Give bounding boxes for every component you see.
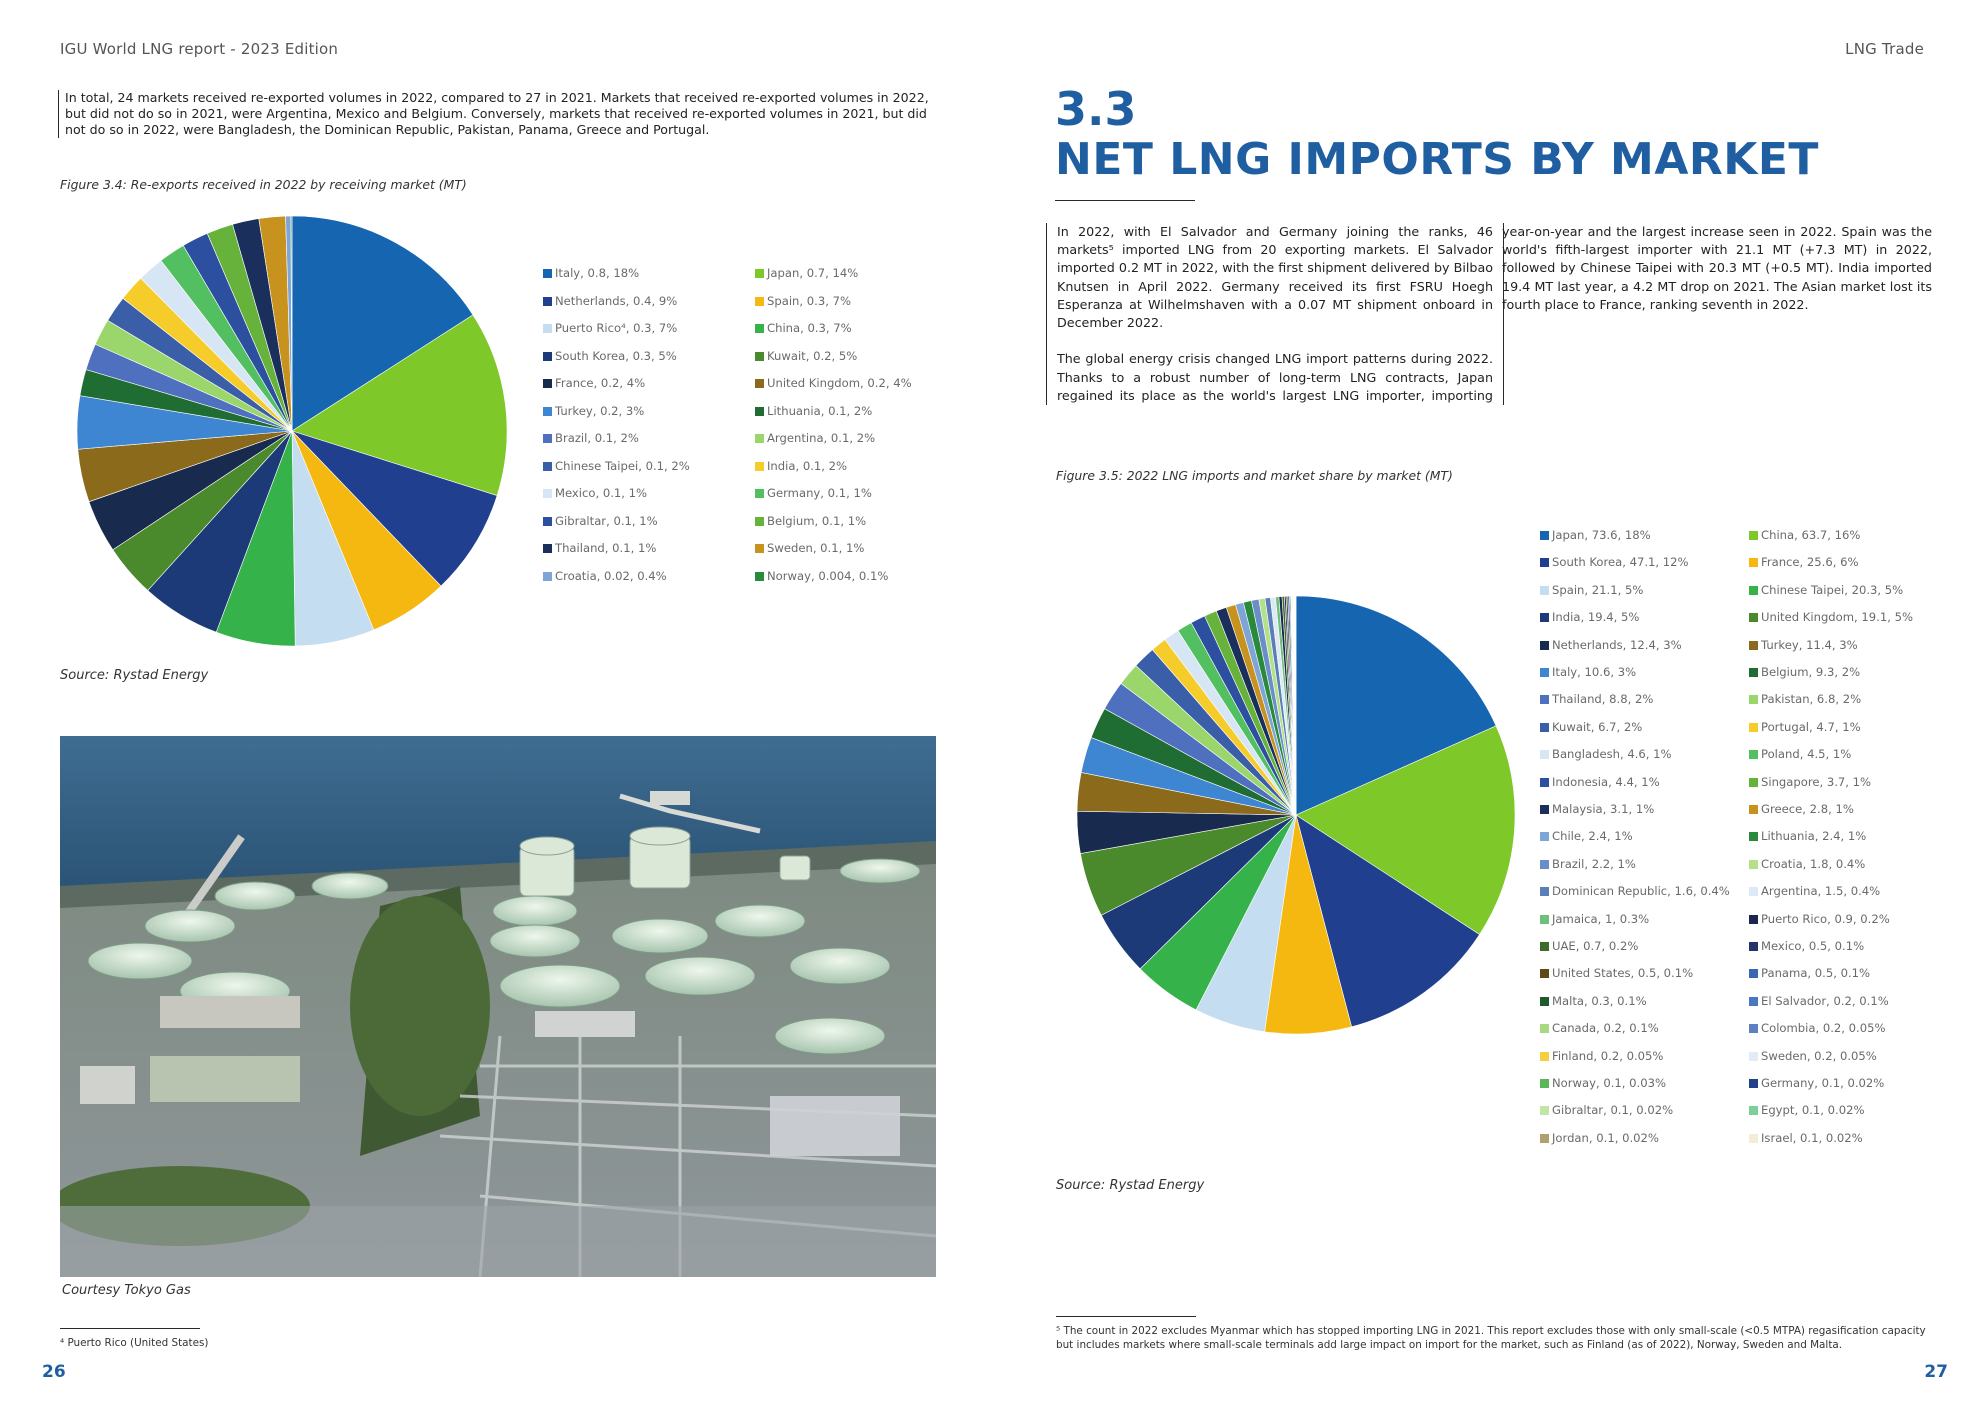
legend-label: Chinese Taipei, 20.3, 5% bbox=[1761, 582, 1904, 597]
legend-label: Chinese Taipei, 0.1, 2% bbox=[555, 458, 690, 473]
imports-legend-item-spain bbox=[1540, 583, 1643, 597]
legend-swatch bbox=[1749, 915, 1758, 924]
legend-label: Malta, 0.3, 0.1% bbox=[1552, 993, 1647, 1008]
imports-legend-item-sweden bbox=[1749, 1049, 1877, 1063]
legend-swatch bbox=[1749, 860, 1758, 869]
legend-swatch bbox=[543, 489, 552, 498]
re-exports-legend-item-mexico bbox=[543, 486, 647, 500]
body-paragraph-1: In 2022, with El Salvador and Germany joining the ranks, 46 markets⁵ imported LNG from 20 exporting markets. El Salvador imported 0.2 MT in 2022, with the first shipment delivered by Bilbao Knutsen in April 2022. Germany received its first FSRU Hoegh Esperanza at Wilhelmshaven with a 0.07 MT shipment onboard in December 2022. bbox=[1057, 224, 1493, 331]
legend-swatch bbox=[1749, 1134, 1758, 1143]
legend-label: Singapore, 3.7, 1% bbox=[1761, 774, 1872, 789]
legend-swatch bbox=[543, 324, 552, 333]
re-exports-legend-item-lithuania bbox=[755, 404, 872, 418]
imports-legend-item-united-states bbox=[1540, 966, 1693, 980]
body-column-1 bbox=[1046, 223, 1504, 405]
legend-label: Greece, 2.8, 1% bbox=[1761, 802, 1854, 816]
legend-label: Croatia, 0.02, 0.4% bbox=[555, 568, 667, 583]
legend-swatch bbox=[1749, 778, 1758, 787]
re-exports-legend-item-italy bbox=[543, 266, 639, 280]
legend-swatch bbox=[755, 572, 764, 581]
imports-legend-item-pakistan bbox=[1749, 692, 1861, 706]
legend-label: France, 25.6, 6% bbox=[1761, 555, 1859, 570]
re-exports-legend-item-united-kingdom bbox=[755, 376, 912, 390]
legend-label: Brazil, 2.2, 1% bbox=[1552, 856, 1636, 871]
legend-label: Norway, 0.1, 0.03% bbox=[1552, 1076, 1666, 1090]
legend-swatch bbox=[755, 269, 764, 278]
legend-label: Japan, 73.6, 18% bbox=[1552, 528, 1651, 542]
re-exports-legend-item-netherlands bbox=[543, 294, 677, 308]
imports-legend-item-italy bbox=[1540, 665, 1636, 679]
imports-legend-item-turkey bbox=[1749, 638, 1858, 652]
legend-label: South Korea, 0.3, 5% bbox=[555, 348, 677, 363]
legend-swatch bbox=[543, 572, 552, 581]
legend-label: Turkey, 11.4, 3% bbox=[1761, 637, 1858, 652]
legend-swatch bbox=[1540, 668, 1549, 677]
imports-legend-item-egypt bbox=[1749, 1103, 1864, 1117]
legend-label: Netherlands, 0.4, 9% bbox=[555, 293, 678, 308]
legend-swatch bbox=[543, 407, 552, 416]
footnote-rule-right bbox=[1056, 1316, 1196, 1317]
legend-swatch bbox=[543, 297, 552, 306]
imports-legend-item-colombia bbox=[1749, 1021, 1886, 1035]
legend-swatch bbox=[1749, 832, 1758, 841]
legend-label: Colombia, 0.2, 0.05% bbox=[1761, 1021, 1886, 1036]
re-exports-legend-item-south-korea bbox=[543, 349, 677, 363]
imports-legend-item-poland bbox=[1749, 747, 1851, 761]
re-exports-legend-item-croatia bbox=[543, 569, 667, 583]
imports-legend-item-chinese-taipei bbox=[1749, 583, 1903, 597]
legend-swatch bbox=[543, 352, 552, 361]
imports-legend-item-uae bbox=[1540, 939, 1638, 953]
imports-legend-item-gibraltar bbox=[1540, 1103, 1673, 1117]
legend-swatch bbox=[1749, 641, 1758, 650]
legend-label: India, 0.1, 2% bbox=[767, 458, 848, 473]
imports-legend-item-thailand bbox=[1540, 692, 1653, 706]
legend-swatch bbox=[1540, 1106, 1549, 1115]
imports-legend-item-panama bbox=[1749, 966, 1870, 980]
legend-label: Thailand, 0.1, 1% bbox=[555, 541, 657, 555]
legend-label: Chile, 2.4, 1% bbox=[1552, 829, 1633, 844]
legend-swatch bbox=[1749, 668, 1758, 677]
legend-label: El Salvador, 0.2, 0.1% bbox=[1761, 993, 1889, 1008]
legend-label: Gibraltar, 0.1, 1% bbox=[555, 513, 658, 528]
figure-3-5-caption: Figure 3.5: 2022 LNG imports and market share by market (MT) bbox=[1056, 468, 1453, 483]
legend-label: Gibraltar, 0.1, 0.02% bbox=[1552, 1103, 1674, 1118]
legend-swatch bbox=[755, 434, 764, 443]
legend-label: Mexico, 0.1, 1% bbox=[555, 486, 648, 500]
section-title: NET LNG IMPORTS BY MARKET bbox=[1055, 134, 1819, 185]
legend-label: France, 0.2, 4% bbox=[555, 376, 646, 390]
imports-legend-item-brazil bbox=[1540, 857, 1636, 871]
re-exports-legend-item-puerto-rico bbox=[543, 321, 677, 335]
imports-legend-item-lithuania bbox=[1749, 829, 1866, 843]
legend-label: Kuwait, 6.7, 2% bbox=[1552, 719, 1643, 734]
legend-label: Malaysia, 3.1, 1% bbox=[1552, 802, 1655, 816]
legend-swatch bbox=[1749, 723, 1758, 732]
legend-swatch bbox=[1749, 997, 1758, 1006]
imports-legend-item-croatia bbox=[1749, 857, 1865, 871]
imports-legend-item-argentina bbox=[1749, 884, 1880, 898]
legend-label: Germany, 0.1, 1% bbox=[767, 486, 872, 500]
re-exports-legend bbox=[543, 266, 963, 596]
imports-legend-item-belgium bbox=[1749, 665, 1860, 679]
imports-legend-item-puerto-rico bbox=[1749, 912, 1890, 926]
legend-label: Poland, 4.5, 1% bbox=[1761, 747, 1852, 762]
legend-swatch bbox=[1540, 695, 1549, 704]
imports-legend-item-malaysia bbox=[1540, 802, 1654, 816]
legend-swatch bbox=[1749, 887, 1758, 896]
legend-swatch bbox=[1540, 641, 1549, 650]
legend-label: Indonesia, 4.4, 1% bbox=[1552, 774, 1660, 789]
legend-swatch bbox=[1540, 1134, 1549, 1143]
legend-swatch bbox=[1540, 531, 1549, 540]
legend-swatch bbox=[1540, 750, 1549, 759]
legend-swatch bbox=[1749, 586, 1758, 595]
legend-label: Italy, 10.6, 3% bbox=[1552, 665, 1637, 679]
imports-legend-item-finland bbox=[1540, 1049, 1663, 1063]
re-exports-legend-item-chinese-taipei bbox=[543, 459, 690, 473]
legend-label: Thailand, 8.8, 2% bbox=[1552, 692, 1654, 707]
legend-swatch bbox=[755, 379, 764, 388]
legend-swatch bbox=[1540, 558, 1549, 567]
legend-label: Portugal, 4.7, 1% bbox=[1761, 719, 1861, 734]
legend-swatch bbox=[543, 544, 552, 553]
legend-swatch bbox=[1540, 942, 1549, 951]
legend-swatch bbox=[1540, 832, 1549, 841]
legend-label: Spain, 0.3, 7% bbox=[767, 293, 851, 308]
legend-swatch bbox=[755, 489, 764, 498]
legend-swatch bbox=[1540, 723, 1549, 732]
legend-label: Argentina, 1.5, 0.4% bbox=[1761, 884, 1881, 899]
legend-swatch bbox=[1749, 1024, 1758, 1033]
legend-swatch bbox=[1540, 778, 1549, 787]
legend-label: Sweden, 0.2, 0.05% bbox=[1761, 1048, 1877, 1063]
legend-label: Lithuania, 0.1, 2% bbox=[767, 403, 873, 418]
legend-label: Bangladesh, 4.6, 1% bbox=[1552, 747, 1672, 762]
imports-legend-item-jamaica bbox=[1540, 912, 1649, 926]
legend-swatch bbox=[755, 544, 764, 553]
lng-terminal-illustration bbox=[60, 736, 936, 1277]
re-exports-legend-item-china bbox=[755, 321, 852, 335]
imports-legend-item-india bbox=[1540, 610, 1639, 624]
legend-label: Mexico, 0.5, 0.1% bbox=[1761, 939, 1865, 953]
re-exports-legend-item-gibraltar bbox=[543, 514, 658, 528]
body-paragraph-2-continued: year-on-year and the largest increase seen in 2022. Spain was the world's fifth-largest importer with 21.1 MT (+7.3 MT) in 2022, followed by Chinese Taipei with 20.3 MT (+0.5 MT). India imported 19.4 MT last year, a 4.2 MT drop on 2021. The Asian market lost its fourth place to France, ranking seventh in 2022. bbox=[1502, 224, 1932, 312]
legend-label: Sweden, 0.1, 1% bbox=[767, 541, 865, 555]
footnote-rule-left bbox=[60, 1328, 200, 1329]
lng-terminal-photo bbox=[60, 736, 936, 1277]
footnote-4: ⁴ Puerto Rico (United States) bbox=[60, 1337, 209, 1349]
imports-legend-item-netherlands bbox=[1540, 638, 1682, 652]
legend-swatch bbox=[755, 517, 764, 526]
section-header: LNG Trade bbox=[1845, 40, 1924, 58]
re-exports-legend-item-thailand bbox=[543, 541, 656, 555]
page-number-right: 27 bbox=[1924, 1362, 1948, 1382]
legend-swatch bbox=[755, 297, 764, 306]
legend-label: Kuwait, 0.2, 5% bbox=[767, 348, 858, 363]
lng-imports-pie-chart bbox=[1060, 590, 1580, 1070]
imports-legend-item-japan bbox=[1540, 528, 1651, 542]
legend-swatch bbox=[1749, 531, 1758, 540]
legend-label: Germany, 0.1, 0.02% bbox=[1761, 1076, 1885, 1090]
legend-swatch bbox=[543, 269, 552, 278]
legend-swatch bbox=[1540, 805, 1549, 814]
re-exports-legend-item-kuwait bbox=[755, 349, 857, 363]
re-exports-legend-item-argentina bbox=[755, 431, 875, 445]
legend-swatch bbox=[1540, 1024, 1549, 1033]
legend-swatch bbox=[1540, 969, 1549, 978]
re-exports-legend-item-belgium bbox=[755, 514, 866, 528]
imports-legend-item-france bbox=[1749, 555, 1859, 569]
legend-label: Jamaica, 1, 0.3% bbox=[1552, 911, 1650, 926]
legend-label: Spain, 21.1, 5% bbox=[1552, 582, 1644, 597]
legend-swatch bbox=[1749, 969, 1758, 978]
imports-legend-item-canada bbox=[1540, 1021, 1659, 1035]
legend-label: United Kingdom, 19.1, 5% bbox=[1761, 610, 1914, 625]
body-paragraph-2: The global energy crisis changed LNG import patterns during 2022. Thanks to a robust number of long-term LNG contracts, Japan regained its place as the world's largest LNG importer, importing bbox=[1057, 351, 1493, 403]
legend-swatch bbox=[1749, 695, 1758, 704]
imports-legend-item-jordan bbox=[1540, 1131, 1659, 1145]
imports-legend-item-israel bbox=[1749, 1131, 1863, 1145]
re-exports-legend-item-germany bbox=[755, 486, 872, 500]
report-title-header: IGU World LNG report - 2023 Edition bbox=[60, 40, 339, 58]
photo-credit: Courtesy Tokyo Gas bbox=[62, 1283, 191, 1298]
imports-legend-item-greece bbox=[1749, 802, 1854, 816]
lng-imports-legend bbox=[1540, 528, 1960, 1148]
legend-swatch bbox=[543, 462, 552, 471]
footnote-5: ⁵ The count in 2022 excludes Myanmar which has stopped importing LNG in 2021. This report excludes those with only small-scale (<0.5 MTPA) regasification capacity but includes markets where small-scale terminals add large impact on import for the market, such as Finland (as of 2022), Norway, Sweden and Malta. bbox=[1056, 1325, 1926, 1351]
legend-label: Italy, 0.8, 18% bbox=[555, 266, 640, 280]
re-exports-legend-item-norway bbox=[755, 569, 888, 583]
imports-legend-item-united-kingdom bbox=[1749, 610, 1913, 624]
legend-label: Belgium, 0.1, 1% bbox=[767, 513, 867, 528]
legend-label: Puerto Rico⁴, 0.3, 7% bbox=[555, 321, 678, 335]
legend-swatch bbox=[1540, 613, 1549, 622]
legend-swatch bbox=[1749, 558, 1758, 567]
imports-legend-item-chile bbox=[1540, 829, 1633, 843]
legend-label: United Kingdom, 0.2, 4% bbox=[767, 376, 912, 390]
imports-legend-item-singapore bbox=[1749, 775, 1871, 789]
imports-legend-item-portugal bbox=[1749, 720, 1861, 734]
legend-label: Puerto Rico, 0.9, 0.2% bbox=[1761, 911, 1890, 926]
legend-label: Netherlands, 12.4, 3% bbox=[1552, 637, 1682, 652]
legend-swatch bbox=[1540, 586, 1549, 595]
legend-label: Lithuania, 2.4, 1% bbox=[1761, 829, 1867, 844]
legend-swatch bbox=[1540, 860, 1549, 869]
legend-swatch bbox=[1540, 997, 1549, 1006]
legend-label: Panama, 0.5, 0.1% bbox=[1761, 966, 1871, 981]
legend-label: China, 0.3, 7% bbox=[767, 321, 852, 335]
legend-label: Israel, 0.1, 0.02% bbox=[1761, 1130, 1863, 1145]
legend-swatch bbox=[1749, 750, 1758, 759]
legend-label: Brazil, 0.1, 2% bbox=[555, 431, 639, 445]
legend-label: China, 63.7, 16% bbox=[1761, 528, 1861, 542]
re-exports-legend-item-brazil bbox=[543, 431, 639, 445]
imports-legend-item-south-korea bbox=[1540, 555, 1689, 569]
re-exports-pie-chart bbox=[60, 210, 560, 670]
imports-legend-item-el-salvador bbox=[1749, 994, 1889, 1008]
legend-label: Egypt, 0.1, 0.02% bbox=[1761, 1103, 1865, 1118]
legend-swatch bbox=[1749, 1079, 1758, 1088]
legend-swatch bbox=[755, 352, 764, 361]
legend-swatch bbox=[1749, 1052, 1758, 1061]
legend-swatch bbox=[1749, 1106, 1758, 1115]
legend-label: India, 19.4, 5% bbox=[1552, 610, 1640, 625]
legend-label: Argentina, 0.1, 2% bbox=[767, 431, 876, 445]
legend-swatch bbox=[543, 379, 552, 388]
re-exports-legend-item-france bbox=[543, 376, 645, 390]
imports-legend-item-mexico bbox=[1749, 939, 1864, 953]
legend-label: United States, 0.5, 0.1% bbox=[1552, 966, 1694, 981]
imports-legend-item-indonesia bbox=[1540, 775, 1660, 789]
imports-legend-item-bangladesh bbox=[1540, 747, 1672, 761]
legend-label: UAE, 0.7, 0.2% bbox=[1552, 939, 1639, 953]
legend-swatch bbox=[1540, 1079, 1549, 1088]
legend-swatch bbox=[1540, 1052, 1549, 1061]
legend-label: Norway, 0.004, 0.1% bbox=[767, 568, 889, 583]
figure-3-4-caption: Figure 3.4: Re-exports received in 2022 by receiving market (MT) bbox=[60, 177, 467, 192]
body-column-2 bbox=[1502, 223, 1932, 423]
figure-3-4-source: Source: Rystad Energy bbox=[60, 668, 209, 683]
legend-label: Turkey, 0.2, 3% bbox=[555, 403, 645, 418]
legend-swatch bbox=[755, 462, 764, 471]
legend-swatch bbox=[1749, 805, 1758, 814]
legend-label: Japan, 0.7, 14% bbox=[767, 266, 859, 280]
re-exports-legend-item-india bbox=[755, 459, 847, 473]
legend-label: Finland, 0.2, 0.05% bbox=[1552, 1048, 1664, 1063]
legend-label: Jordan, 0.1, 0.02% bbox=[1552, 1130, 1659, 1145]
imports-legend-item-china bbox=[1749, 528, 1860, 542]
imports-legend-item-kuwait bbox=[1540, 720, 1642, 734]
legend-swatch bbox=[755, 324, 764, 333]
legend-label: South Korea, 47.1, 12% bbox=[1552, 555, 1689, 570]
legend-label: Pakistan, 6.8, 2% bbox=[1761, 692, 1862, 707]
imports-legend-item-norway bbox=[1540, 1076, 1666, 1090]
imports-legend-item-germany bbox=[1749, 1076, 1884, 1090]
imports-legend-item-malta bbox=[1540, 994, 1647, 1008]
legend-swatch bbox=[1540, 915, 1549, 924]
re-exports-legend-item-sweden bbox=[755, 541, 864, 555]
re-exports-legend-item-turkey bbox=[543, 404, 644, 418]
legend-swatch bbox=[1540, 887, 1549, 896]
title-divider bbox=[1055, 200, 1195, 201]
page-number-left: 26 bbox=[42, 1362, 66, 1382]
legend-label: Croatia, 1.8, 0.4% bbox=[1761, 856, 1866, 871]
legend-swatch bbox=[755, 407, 764, 416]
legend-swatch bbox=[543, 517, 552, 526]
section-number: 3.3 bbox=[1055, 82, 1137, 136]
legend-label: Belgium, 9.3, 2% bbox=[1761, 665, 1861, 679]
imports-legend-item-dominican-republic bbox=[1540, 884, 1730, 898]
legend-swatch bbox=[543, 434, 552, 443]
legend-swatch bbox=[1749, 942, 1758, 951]
legend-swatch bbox=[1749, 613, 1758, 622]
re-exports-legend-item-japan bbox=[755, 266, 858, 280]
intro-paragraph: In total, 24 markets received re-exported volumes in 2022, compared to 27 in 2021. Markets that received re-exported volumes in 2022, but did not do so in 2021, were Argentina, Mexico and Belgium. Conversely, markets that received re-exported volumes in 2021, but did not do so in 2022, were Bangladesh, the Dominican Republic, Pakistan, Panama, Greece and Portugal. bbox=[58, 90, 945, 138]
legend-label: Dominican Republic, 1.6, 0.4% bbox=[1552, 884, 1730, 899]
legend-label: Canada, 0.2, 0.1% bbox=[1552, 1021, 1659, 1036]
re-exports-legend-item-spain bbox=[755, 294, 851, 308]
figure-3-5-source: Source: Rystad Energy bbox=[1056, 1178, 1205, 1193]
